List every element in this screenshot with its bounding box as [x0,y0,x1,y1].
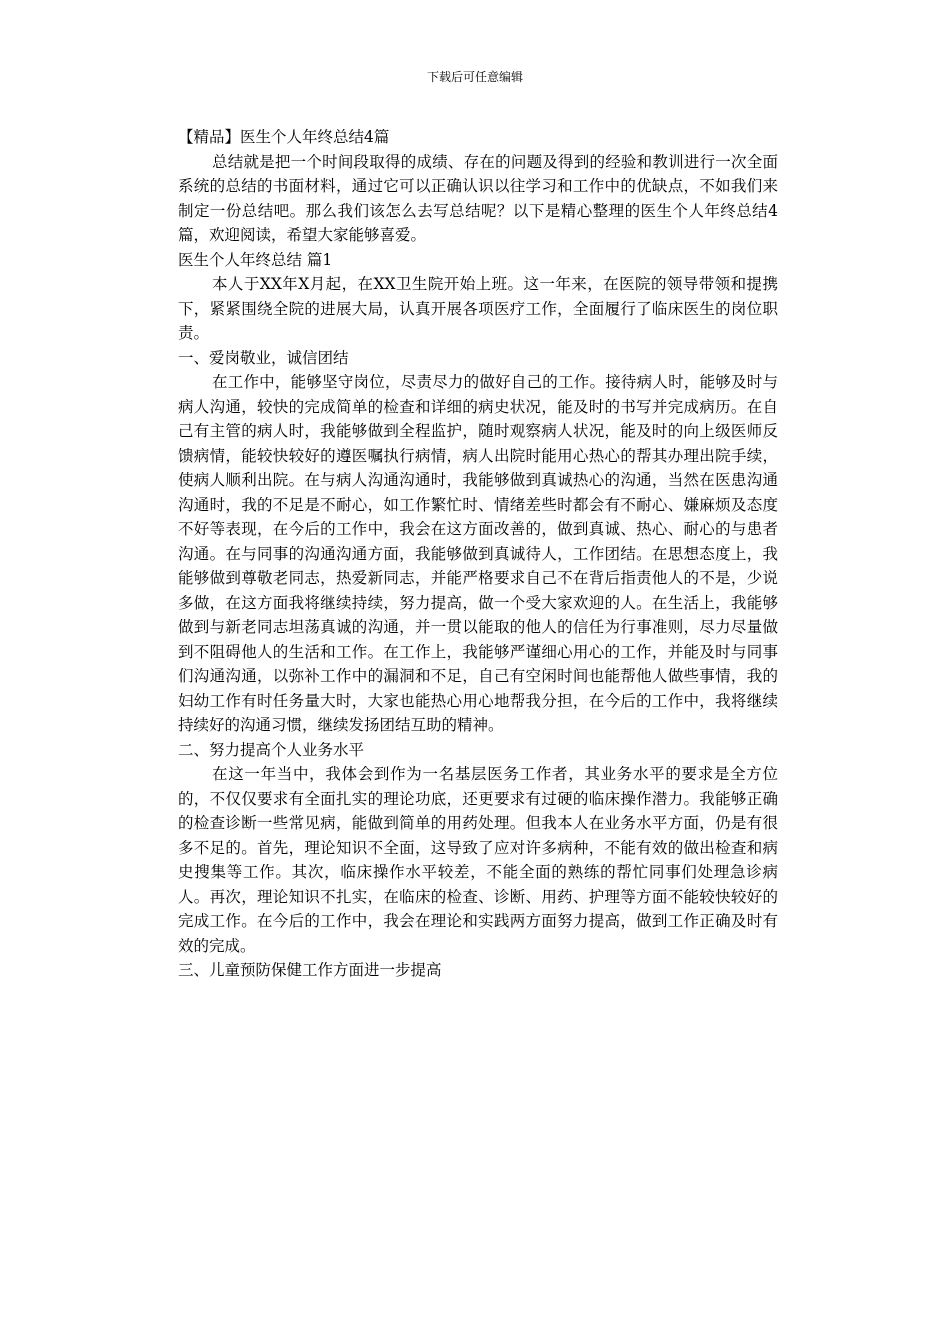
section-1-intro-paragraph: 本人于XX年X月起，在XX卫生院开始上班。这一年来，在医院的领导带领和提携下，紧紧围绕全院的进展大局，认真开展各项医疗工作，全面履行了临床医生的岗位职责。 [178,275,778,342]
subsection-2-paragraph: 在这一年当中，我体会到作为一名基层医务工作者，其业务水平的要求是全方位的，不仅仅要求有全面扎实的理论功底，还更要求有过硬的临床操作潜力。我能够正确的检查诊断一些常见病，能做到简单的用药处理。但我本人在业务水平方面，仍是有很多不足的。首先，理论知识不全面，这导致了应对许多病种，不能有效的做出检查和病史搜集等工作。其次，临床操作水平较差，不能全面的熟练的帮忙同事们处理急诊病人。再次，理论知识不扎实，在临床的检查、诊断、用药、护理等方面不能较快较好的完成工作。在今后的工作中，我会在理论和实践两方面努力提高，做到工作正确及时有效的完成。 [178,765,778,955]
document-body [178,125,778,983]
subsection-2-heading: 二、努力提高个人业务水平 [178,740,365,759]
download-editable-note: 下载后可任意编辑 [426,70,523,84]
section-1-heading: 医生个人年终总结 篇1 [178,250,333,269]
intro-paragraph: 总结就是把一个时间段取得的成绩、存在的问题及得到的经验和教训进行一次全面系统的总结的书面材料，通过它可以正确认识以往学习和工作中的优缺点，不如我们来制定一份总结吧。那么我们该怎么去写总结呢？以下是精心整理的医生个人年终总结4篇，欢迎阅读，希望大家能够喜爱。 [178,152,778,244]
subsection-1-paragraph: 在工作中，能够坚守岗位，尽责尽力的做好自己的工作。接待病人时，能够及时与病人沟通，较快的完成简单的检查和详细的病史状况，能及时的书写并完成病历。在自己有主管的病人时，我能够做到全程监护，随时观察病人状况，能及时的向上级医师反馈病情，能较快较好的遵医嘱执行病情，病人出院时能用心热心的帮其办理出院手续，使病人顺利出院。在与病人沟通沟通时，我能够做到真诚热心的沟通，当然在医患沟通沟通时，我的不足是不耐心，如工作繁忙时、情绪差些时都会有不耐心、嫌麻烦及态度不好等表现，在今后的工作中，我会在这方面改善的，做到真诚、热心、耐心的与患者沟通。在与同事的沟通沟通方面，我能够做到真诚待人，工作团结。在思想态度上，我能够做到尊敬老同志，热爱新同志，并能严格要求自己不在背后指责他人的不是，少说多做，在这方面我将继续持续，努力提高，做一个受大家欢迎的人。在生活上，我能够做到与新老同志坦荡真诚的沟通，并一贯以能取的他人的信任为行事准则，尽力尽量做到不阻碍他人的生活和工作。在工作上，我能够严谨细心用心的工作，并能及时与同事们沟通沟通，以弥补工作中的漏洞和不足，自己有空闲时间也能帮他人做些事情，我的妇幼工作有时任务量大时，大家也能热心用心地帮我分担，在今后的工作中，我将继续持续好的沟通习惯，继续发扬团结互助的精神。 [178,373,778,734]
subsection-1-heading: 一、爱岗敬业，诚信团结 [178,348,349,367]
subsection-3-heading: 三、儿童预防保健工作方面进一步提高 [178,961,442,979]
document-title: 【精品】医生个人年终总结4篇 [178,128,390,146]
